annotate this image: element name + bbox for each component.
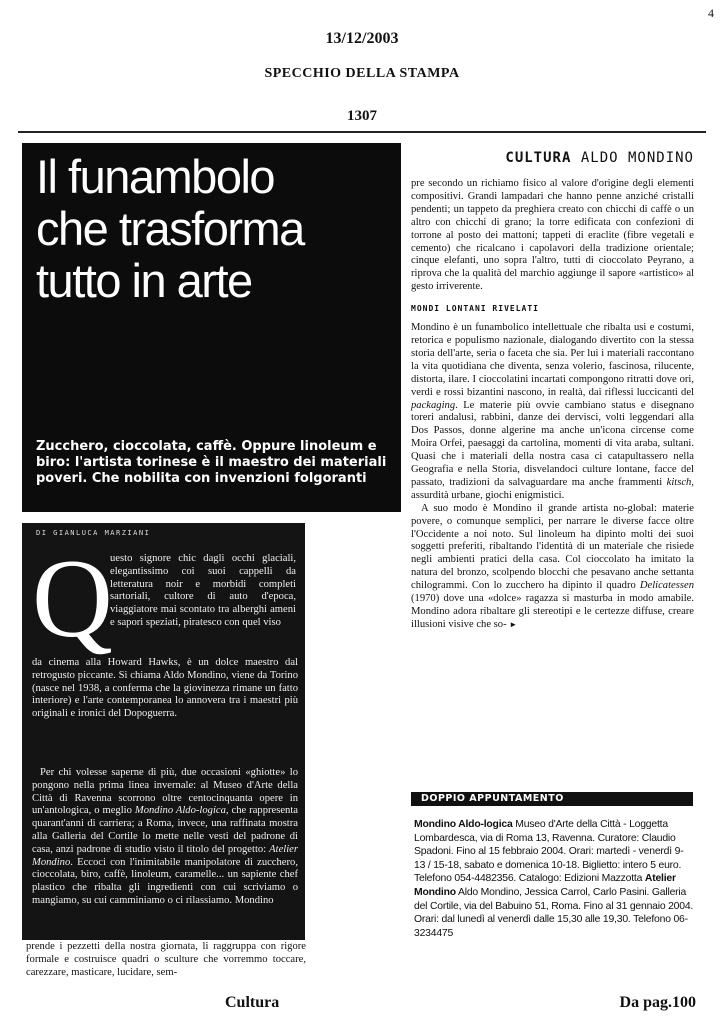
rp3-italic: Delicatessen: [639, 580, 694, 592]
info-box-text: [414, 818, 694, 940]
headline: [36, 151, 396, 307]
section-subheading: MONDI LONTANI RIVELATI: [411, 304, 539, 314]
rp2-text-a: Mondino è un funambolico intellettuale che ribalta usi e costumi, retorica e populismo nazionale, dialogando divertito con la stessa storia dell'arte, seria o faceta che sia. Per lui i materiali raccontano la vita quotidiana che diventa, senza volerio, fascinosa, rilucente, distorta, ilare. I cioccolatini incartati compongono ritratti dove ori, verdi e rossi bizantini nascono, in realtà, dai riflessi luccicanti del: [411, 322, 694, 398]
rp3-text-a: A suo modo è Mondino il grande artista no-global: materie povere, o comunque semplici, per narrare le diverse facce oltre l'Occidente a noi noto. Sul linoleum ha dipinto molti dei suoi soggetti preferiti, ribaltando l'identità di un materiale che risiede negli ambienti pratici della casa. Col cioccolato ha imitato la natura del bronzo, scolpendo blocchi che pesavano anche settanta chilogrammi. Con lo zucchero ha dipinto il quadro: [411, 502, 694, 592]
rp2-italic-2: kitsch: [666, 476, 692, 488]
article-lead-text: uesto signore chic dagli occhi glaciali, elegantissimo coi suoi cappelli da letteratura noir e morbidi completi sartoriali, cultore di auto d'epoca, viaggiatore mai scontato tra alberghi ameni e sapori speziati, piratesco con quel viso: [110, 553, 296, 628]
info-entry-2-details: Aldo Mondino, Jessica Carrol, Carlo Pasini. Galleria del Cortile, via del Babuino 51, Roma. Fino al 31 gennaio 2004. Orari: dal lunedì al venerdì dalle 15,30 alle 19,30. Telefono 06-3234475: [414, 886, 694, 939]
right-column: [411, 150, 694, 632]
page-number: 4: [708, 6, 714, 20]
p2-text-b: , che rappresenta quarant'anni di carriera; a Roma, invece, una raffinata mostra alla Galleria del Cortile lo mette nelle vesti del padrone di casa, anzi padrone di studio visto il titolo del progetto:: [32, 805, 299, 855]
section-label-topic: ALDO MONDINO: [580, 150, 694, 166]
rp3-text-b: (1970) dove una «dolce» ragazza si masturba in modo amabile. Mondino adora ribaltare gli stereotipi e le certezze diffuse, creare illusioni visive che so-: [411, 593, 694, 630]
article-continuation: prende i pezzetti della nostra giornata, li raggruppa con rigore formale e costruisce quadri o sculture che vorremmo toccare, carezzare, masticare, lucidare, sem-: [26, 941, 306, 978]
article-paragraph-1: da cinema alla Howard Hawks, è un dolce maestro dal retrogusto piccante. Si chiama Aldo Mondino, viene da Torino (nasce nel 1938, a conferma che la giovinezza rimane un fatto interiore) e l'arte contemporanea lo annovera tra i maestri più originali e ironici del Dopoguerra.: [32, 657, 298, 720]
p2-italic-title-1: Mondino Aldo-logica: [134, 805, 226, 817]
headline-line-3: tutto in arte: [36, 254, 252, 307]
section-label: [411, 150, 694, 166]
info-entry-2-title: Atelier Mondino: [414, 873, 676, 898]
p2-italic-title-2: Atelier Mondino: [32, 843, 298, 868]
headline-line-1: Il funambolo: [36, 150, 275, 203]
drop-cap: Q: [32, 537, 113, 661]
headline-line-2: che trasforma: [36, 202, 304, 255]
section-label-bold: CULTURA: [505, 150, 572, 166]
right-column-text: [411, 178, 694, 632]
right-paragraph-1: pre secondo un richiamo fisico al valore d'origine degli elementi compositivi. Grandi lampadari che hanno penne anziché cristalli pendenti; un tappeto da preghiera creato con chicchi di caffè o un altro con chicchi di grano; la torre edificata con confezioni di torrone al posto dei mattoni; tappeti di eraclite (fibre vegetali e cemento) che ricalcano i capolavori della tradizione orientale; cinque elefanti, uno sopra l'altro, tutti di cioccolato Peyrano, a riprova che la qualità del marchio aggiunge il sapore «artistico» al gesto irriverente.: [411, 178, 694, 293]
rp2-italic-1: packaging: [411, 399, 456, 411]
article-paragraph-2: [32, 767, 298, 908]
info-entry-1-details: Museo d'Arte della Città - Loggetta Lombardesca, via di Roma 13, Ravenna. Curatore: Claudio Spadoni. Fino al 15 febbraio 2004. Orari: martedì - venerdì 9-13 / 15-18, sabato e domenica 10-18. Biglietto: intero 5 euro. Telefono 054-4482356. Catalogo: Edizioni Mazzotta: [414, 819, 684, 885]
footer-section: Cultura: [225, 994, 280, 1011]
p2-text-c: . Eccoci con l'inimitabile manipolatore di zucchero, cioccolata, biro, caffè, linoleum, caramelle... un sapiente chef plastico che ribalta gli ingredienti con cui scriviamo o mangiamo, su cui camminiamo o ci rilassiamo. Mondino: [32, 856, 298, 906]
article-lead-box: [22, 523, 305, 940]
header-divider: [18, 131, 706, 133]
info-entry-1-title: Mondino Aldo-logica: [414, 819, 513, 830]
rp2-text-c: , assurdità urbane, giochi enigmistici.: [411, 476, 694, 501]
info-entry-1: [414, 819, 683, 884]
p2-text-a: Per chi volesse saperne di più, due occasioni «ghiotte» lo pongono nella prima linea invernale: al Museo d'Arte della Città di Ravenna scorrono oltre centocinquanta opere in un'antologica, o meglio: [32, 767, 298, 817]
title-box: [22, 143, 401, 512]
right-paragraph-3: [411, 503, 694, 632]
byline: DI GIANLUCA MARZIANI: [36, 529, 151, 537]
subheadline: Zucchero, cioccolata, caffè. Oppure linoleum e biro: l'artista torinese è il maestro dei materiali poveri. Che nobilita con invenzioni folgoranti: [36, 439, 387, 486]
rp2-text-b: . Le materie più ovvie cambiano status e disegnano toreri andalusi, rabbini, danze dei dervisci, volti leggendari alla Dos Passos, donne algerine ma anche un'icona circense come Moira Orfei, paesaggi da cartolina, momenti di vita araba, sultani. Quasi che i materiali della nostra casa ci catapultassero nella Geografia e nella Storia, disvelandoci culture lontane, facce del passato, tradizioni da salvaguardare ma anche frammenti: [411, 399, 694, 488]
info-box-title: DOPPIO APPUNTAMENTO: [411, 792, 693, 806]
publication-name: SPECCHIO DELLA STAMPA: [264, 66, 460, 81]
right-paragraph-2: [411, 322, 694, 503]
footer-page-ref: Da pag.100: [619, 994, 696, 1011]
clipping-date: 13/12/2003: [325, 30, 399, 47]
issue-number: 1307: [347, 108, 377, 124]
continue-arrow-icon: ►: [509, 619, 518, 629]
